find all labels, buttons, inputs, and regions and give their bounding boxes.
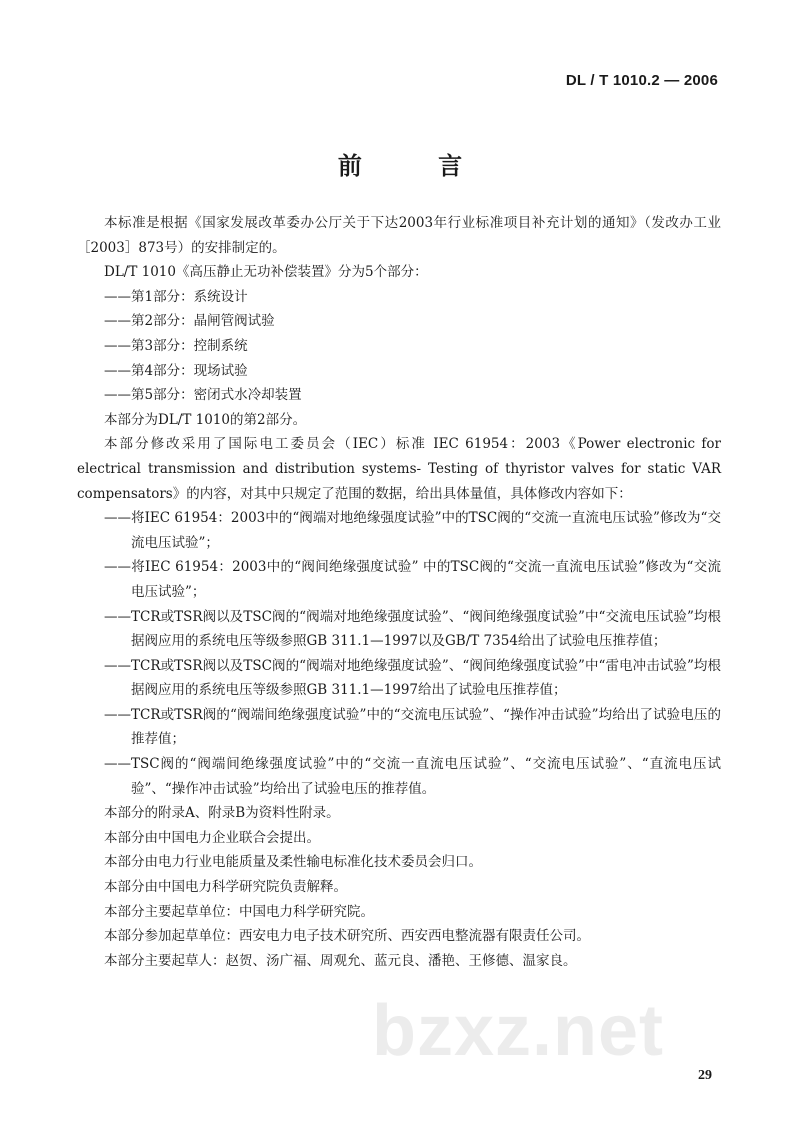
paragraph-interpretation: 本部分由中国电力科学研究院负责解释。	[104, 879, 347, 896]
list-item: ——将IEC 61954：2003中的“阀间绝缘强度试验” 中的TSC阀的“交流一直流电压试验”修改为“交流电压试验”；	[104, 559, 721, 600]
standard-code: DL / T 1010.2 — 2006	[565, 72, 718, 89]
page-number: 29	[698, 1068, 712, 1083]
list-item: ——将IEC 61954：2003中的“阀端对地绝缘强度试验”中的TSC阀的“交流一直流电压试验”修改为“交流电压试验”；	[104, 510, 721, 551]
paragraph-basis: 本标准是根据《国家发展改革委办公厅关于下达2003年行业标准项目补充计划的通知》（发改办工业［2003］873号）的安排制定的。	[77, 215, 721, 256]
page-title: 前 言	[337, 152, 497, 180]
document-body	[77, 211, 721, 973]
paragraph-main-drafter: 本部分主要起草单位：中国电力科学研究院。	[104, 903, 374, 920]
list-item: ——第4部分：现场试验	[104, 362, 248, 379]
paragraph-iec-adoption: 本部分修改采用了国际电工委员会（IEC）标准 IEC 61954：2003《Power electronic for electrical transmission and distribution systems- Testing of thyristor valves for static VAR compensators》的内容，对其中只规定了范围的数据，给出具体量值，具体修改内容如下：	[77, 436, 721, 502]
paragraph-appendix: 本部分的附录A、附录B为资料性附录。	[104, 805, 340, 822]
list-item: ——第3部分：控制系统	[104, 337, 248, 354]
paragraph-co-drafters: 本部分参加起草单位：西安电力电子技术研究所、西安西电整流器有限责任公司。	[104, 928, 590, 945]
list-item: ——第1部分：系统设计	[104, 288, 248, 305]
paragraph-drafters: 本部分主要起草人：赵贺、汤广福、周观允、蓝元良、潘艳、王修德、温家良。	[104, 952, 577, 969]
paragraph-parts-intro: DL/T 1010《高压静止无功补偿装置》分为5个部分：	[104, 264, 428, 281]
list-item: ——TCR或TSR阀的“阀端间绝缘强度试验”中的“交流电压试验”、“操作冲击试验”均给出了试验电压的推荐值；	[104, 706, 721, 748]
list-item: ——TCR或TSR阀以及TSC阀的“阀端对地绝缘强度试验”、“阀间绝缘强度试验”中“交流电压试验”均根据阀应用的系统电压等级参照GB 311.1—1997以及GB/T 7354给出了试验电压推荐值；	[104, 608, 721, 650]
paragraph-part-note: 本部分为DL/T 1010的第2部分。	[104, 411, 307, 428]
paragraph-proposer: 本部分由中国电力企业联合会提出。	[104, 829, 320, 846]
paragraph-committee: 本部分由电力行业电能质量及柔性输电标准化技术委员会归口。	[104, 854, 482, 871]
list-item: ——TCR或TSR阀以及TSC阀的“阀端对地绝缘强度试验”、“阀间绝缘强度试验”中“雷电冲击试验”均根据阀应用的系统电压等级参照GB 311.1—1997给出了试验电压推荐值；	[104, 657, 721, 699]
list-item: ——第2部分：晶闸管阀试验	[104, 313, 275, 330]
list-item: ——TSC阀的“阀端间绝缘强度试验”中的“交流一直流电压试验”、“交流电压试验”、“直流电压试验”、“操作冲击试验”均给出了试验电压的推荐值。	[104, 756, 721, 797]
watermark: bzxz.net	[372, 991, 665, 1071]
list-item: ——第5部分：密闭式水冷却装置	[104, 387, 302, 404]
